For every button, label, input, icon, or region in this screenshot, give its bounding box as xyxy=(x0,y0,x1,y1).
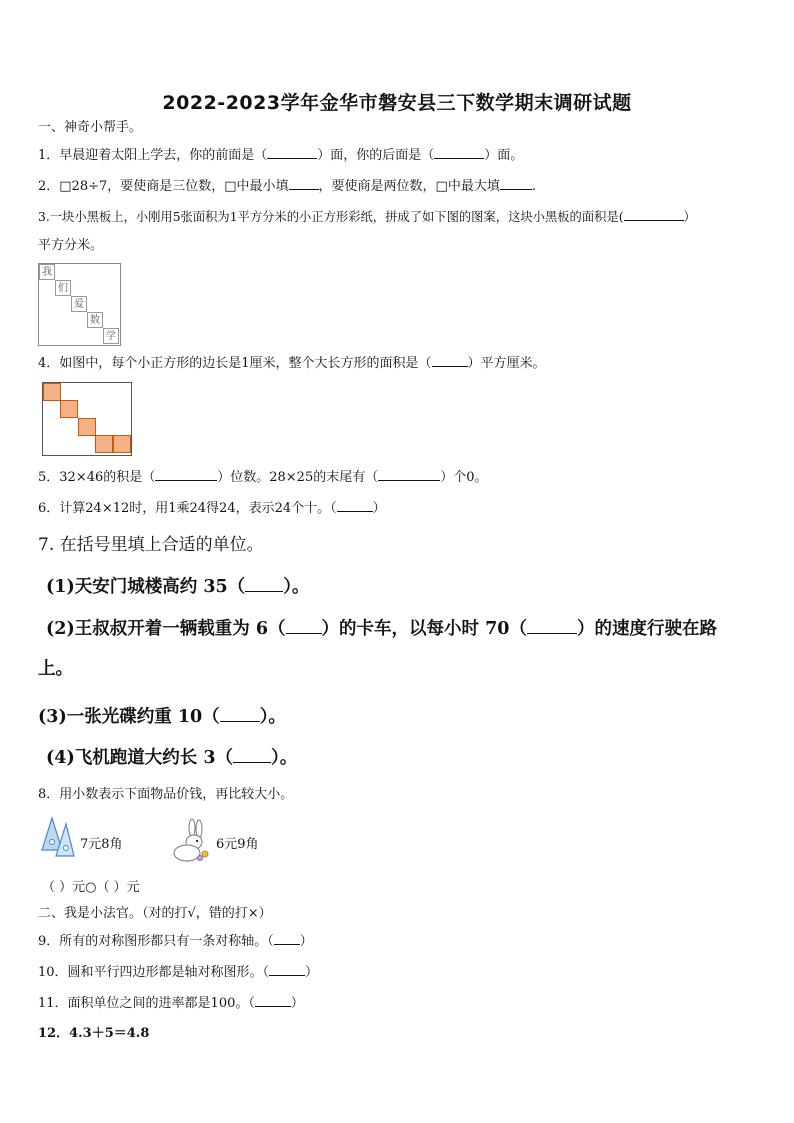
question-6 xyxy=(38,497,386,519)
q4-square xyxy=(113,435,131,453)
q4-square xyxy=(78,418,96,436)
q6-text-a: 6．计算24×12时，用1乘24得24，表示24个十。（ xyxy=(38,501,337,516)
question-5 xyxy=(38,466,488,488)
q1-text-a: 1．早晨迎着太阳上学去，你的前面是（ xyxy=(38,148,268,163)
q7-p4-text-b: ）。 xyxy=(271,748,298,768)
q7-p4-blank[interactable] xyxy=(233,748,271,763)
q3-cell-1: 我 xyxy=(39,264,55,280)
q3-cell-2: 们 xyxy=(55,280,71,296)
q7-part-2-continuation: 上。 xyxy=(38,659,73,679)
q7-p2-text-c: ）的速度行驶在路 xyxy=(576,619,717,639)
q5-blank-1[interactable] xyxy=(155,466,217,481)
rabbit-toy-icon xyxy=(170,818,212,864)
q7-p1-text-b: ）。 xyxy=(283,577,310,597)
question-10 xyxy=(38,961,318,983)
q4-text-b: ）平方厘米。 xyxy=(467,356,546,371)
q7-p2-text-b: ）的卡车，以每小时 70（ xyxy=(321,619,527,639)
q1-text-b: ）面，你的后面是（ xyxy=(317,148,435,163)
q7-part-3 xyxy=(38,704,286,730)
q4-text-a: 4．如图中，每个小正方形的边长是1厘米，整个大长方形的面积是（ xyxy=(38,356,432,371)
q7-p1-text-a: (1)天安门城楼高约 35（ xyxy=(46,577,246,597)
q7-p3-text-b: ）。 xyxy=(259,707,286,727)
q7-part-4 xyxy=(46,745,297,771)
q1-text-c: ）面。 xyxy=(484,148,524,163)
q10-text-a: 10．圆和平行四边形都是轴对称图形。（ xyxy=(38,965,270,980)
q5-text-b: ）位数。28×25的末尾有（ xyxy=(217,470,379,485)
q7-p2-text-a: (2)王叔叔开着一辆载重为 6（ xyxy=(46,619,286,639)
q2-text-a: 2．□28÷7，要使商是三位数，□中最小填 xyxy=(38,179,289,194)
q4-square xyxy=(43,383,61,401)
section-2-heading: 二、我是小法官。（对的打√，错的打×） xyxy=(38,906,272,921)
q3-cell-3: 爱 xyxy=(71,296,87,312)
q7-p3-text-a: (3)一张光碟约重 10（ xyxy=(38,707,220,727)
q10-text-b: ） xyxy=(305,965,319,980)
question-12: 12．4.3＋5＝4.8 xyxy=(38,1026,150,1041)
q2-text-c: . xyxy=(531,179,536,194)
q7-p4-text-a: (4)飞机跑道大约长 3（ xyxy=(46,748,234,768)
q4-square xyxy=(95,435,113,453)
q11-text-b: ） xyxy=(290,996,304,1011)
q6-text-b: ） xyxy=(372,501,386,516)
page-title: 2022-2023学年金华市磐安县三下数学期末调研试题 xyxy=(162,92,632,114)
question-9 xyxy=(38,930,313,952)
q1-blank-1[interactable] xyxy=(267,144,317,159)
question-1 xyxy=(38,144,523,166)
price-rabbit: 6元9角 xyxy=(216,837,259,852)
q9-blank[interactable] xyxy=(274,930,300,945)
q2-blank-1[interactable] xyxy=(289,175,319,190)
q5-text-c: ）个0。 xyxy=(440,470,488,485)
q11-blank[interactable] xyxy=(255,992,291,1007)
q3-blank[interactable] xyxy=(624,206,684,221)
q8-answer-line[interactable]: （ ）元○（ ）元 xyxy=(42,880,140,895)
question-3 xyxy=(38,206,696,227)
q3-continuation: 平方分米。 xyxy=(38,238,104,253)
q6-blank[interactable] xyxy=(337,497,373,512)
q7-part-2 xyxy=(46,616,717,642)
q1-blank-2[interactable] xyxy=(434,144,484,159)
question-2 xyxy=(38,175,536,197)
q7-p3-blank[interactable] xyxy=(220,707,260,722)
q7-p1-blank[interactable] xyxy=(245,577,283,592)
q2-text-b: ，要使商是两位数，□中最大填 xyxy=(318,179,500,194)
q9-text-a: 9．所有的对称图形都只有一条对称轴。（ xyxy=(38,934,274,949)
triangle-ruler-icon xyxy=(40,816,76,860)
question-11 xyxy=(38,992,304,1014)
q10-blank[interactable] xyxy=(269,961,305,976)
q7-heading: 7. 在括号里填上合适的单位。 xyxy=(38,535,264,555)
question-8: 8．用小数表示下面物品价钱，再比较大小。 xyxy=(38,787,294,802)
q7-part-1 xyxy=(46,574,309,600)
q3-text-a: 3.一块小黑板上，小刚用5张面积为1平方分米的小正方形彩纸，拼成了如下图的图案，这块小黑板的面积是( xyxy=(38,210,624,224)
price-ruler: 7元8角 xyxy=(80,837,123,852)
section-1-heading: 一、神奇小帮手。 xyxy=(38,120,143,135)
q9-text-b: ） xyxy=(299,934,313,949)
q4-figure xyxy=(42,382,132,456)
q3-figure xyxy=(38,263,121,346)
q4-blank[interactable] xyxy=(432,352,468,367)
q11-text-a: 11．面积单位之间的进率都是100。（ xyxy=(38,996,255,1011)
q3-text-b: ） xyxy=(683,210,696,224)
q3-cell-4: 数 xyxy=(87,312,103,328)
q5-text-a: 5．32×46的积是（ xyxy=(38,470,156,485)
q3-cell-5: 学 xyxy=(103,328,119,344)
q7-p2-blank-1[interactable] xyxy=(286,619,322,634)
question-4 xyxy=(38,352,546,374)
q7-p2-blank-2[interactable] xyxy=(527,619,577,634)
q4-square xyxy=(60,400,78,418)
q2-blank-2[interactable] xyxy=(500,175,532,190)
q5-blank-2[interactable] xyxy=(378,466,440,481)
